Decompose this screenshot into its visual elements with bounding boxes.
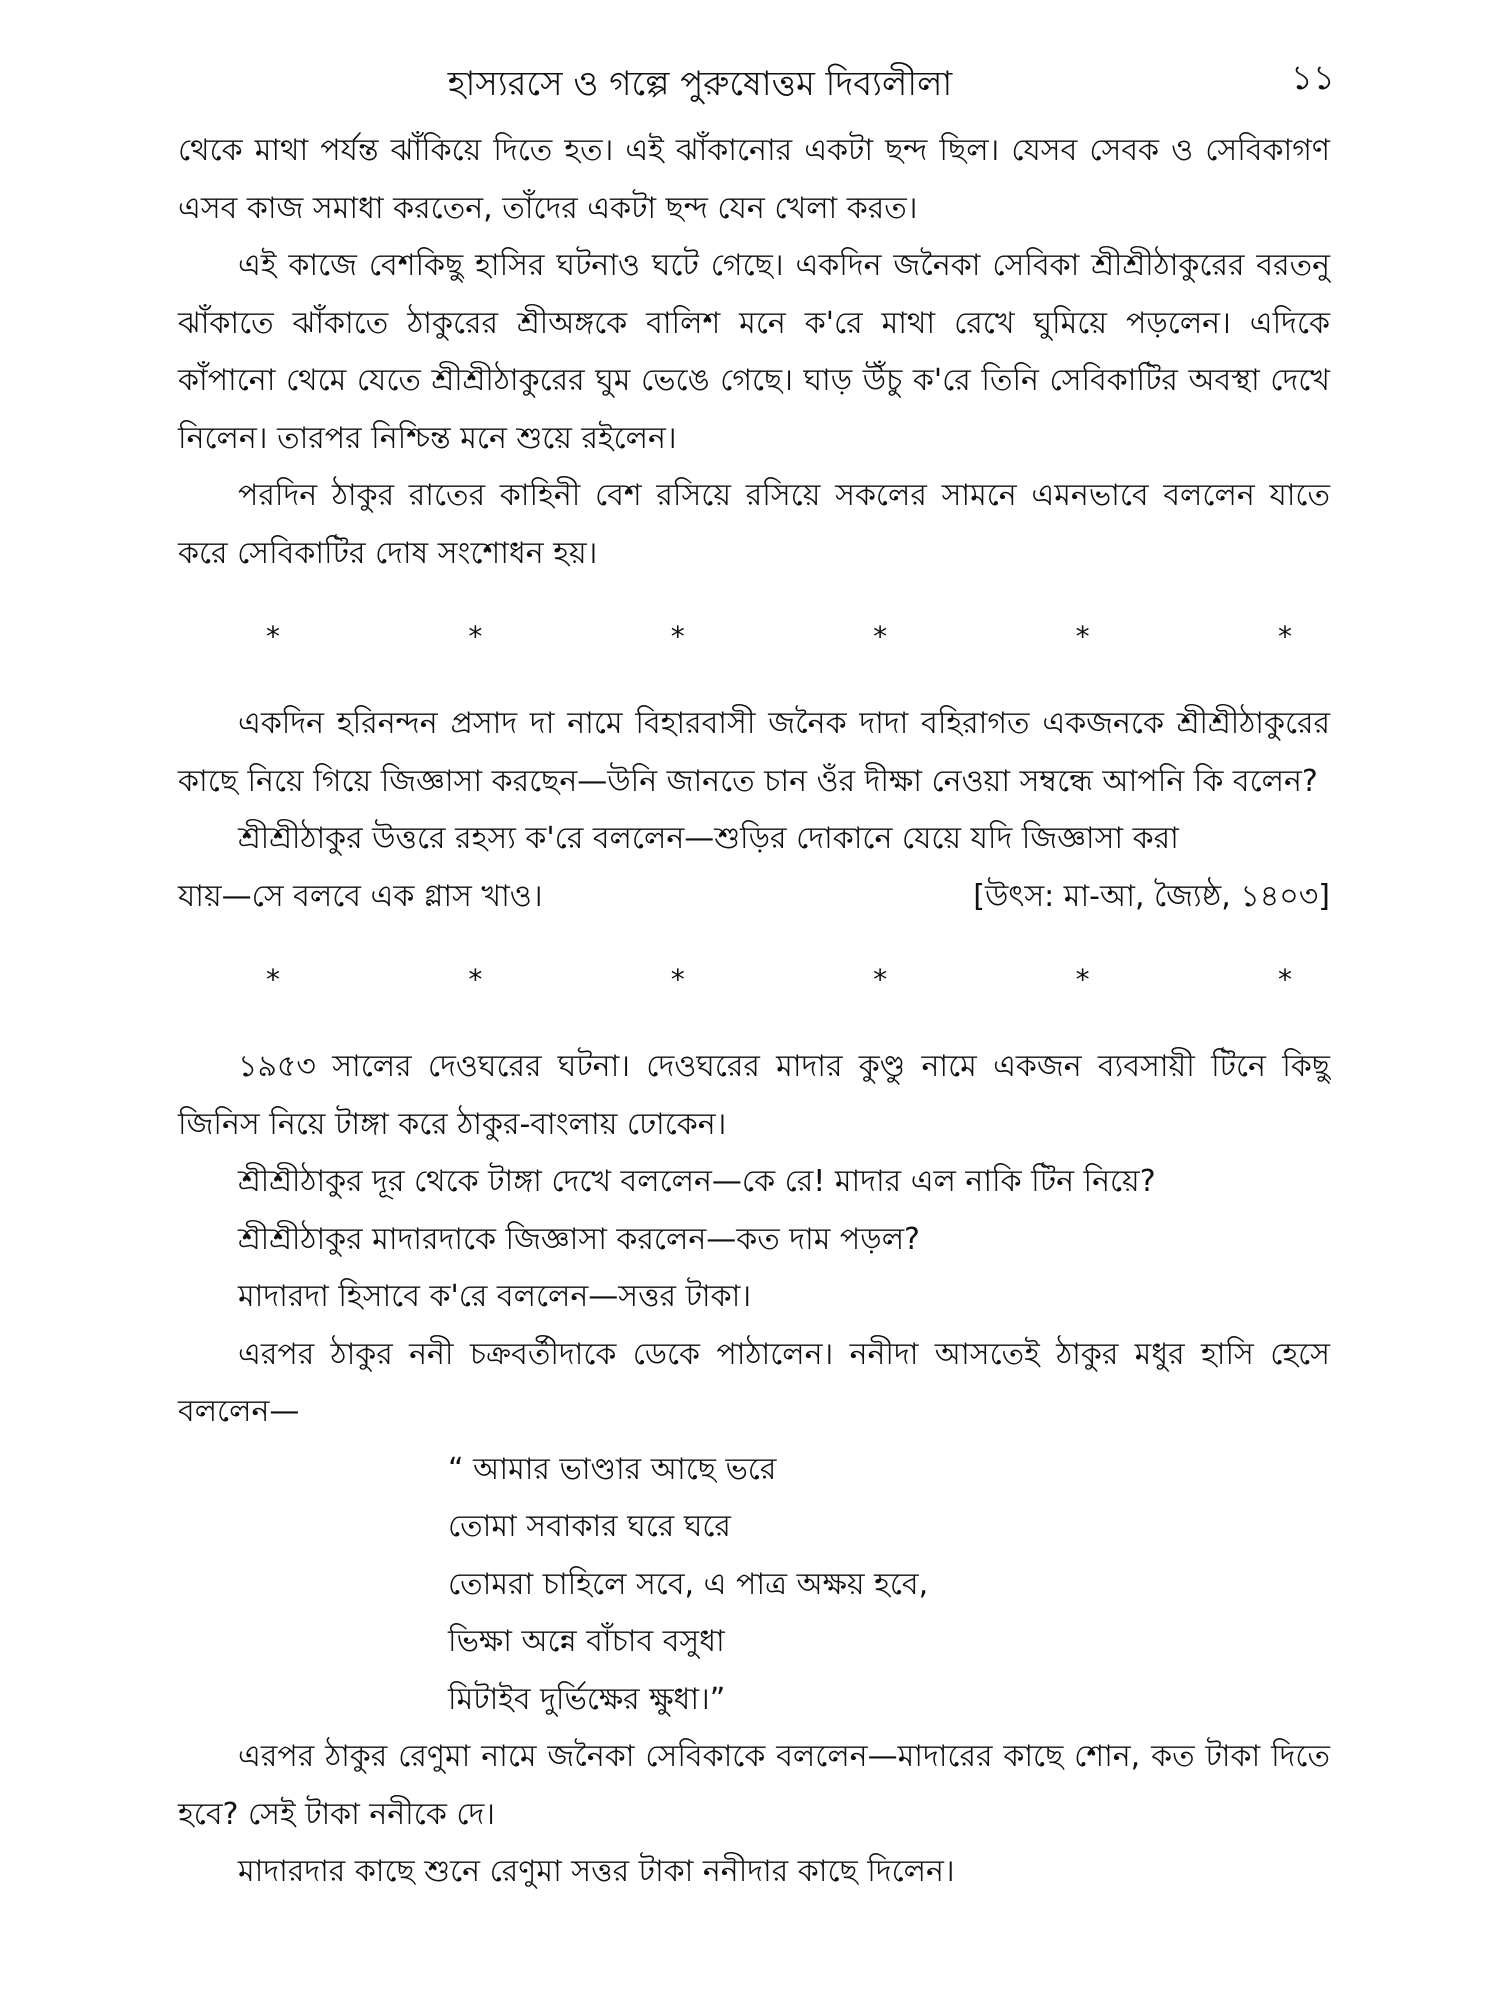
poem-quote bbox=[178, 1441, 1330, 1729]
poem-line: তোমরা চাহিলে সবে, এ পাত্র অক্ষয় হবে, bbox=[448, 1566, 929, 1602]
asterisk: * bbox=[1075, 620, 1090, 653]
asterisk: * bbox=[1277, 620, 1292, 653]
asterisk: * bbox=[468, 620, 483, 653]
paragraph: মাদারদা হিসাবে ক'রে বললেন—সত্তর টাকা। bbox=[238, 1279, 752, 1314]
paragraph: শ্রীশ্রীঠাকুর মাদারদাকে জিজ্ঞাসা করলেন—কত দাম পড়ল? bbox=[238, 1221, 920, 1257]
page-header bbox=[0, 52, 1500, 112]
asterisk: * bbox=[266, 620, 280, 653]
paragraph: এরপর ঠাকুর রেণুমা নামে জনৈকা সেবিকাকে বললেন—মাদারের কাছে শোন, কত টাকা দিতে হবে? সেই টাকা ননীকে দে। bbox=[178, 1739, 1330, 1832]
poem-line: “ আমার ভাণ্ডার আছে ভরে bbox=[448, 1451, 777, 1487]
paragraph-last-line: যায়—সে বলবে এক গ্লাস খাও। bbox=[178, 878, 543, 914]
asterisk: * bbox=[873, 963, 888, 996]
source-citation: [উৎস: মা-আ, জ্যৈষ্ঠ, ১৪০৩] bbox=[973, 878, 1330, 914]
paragraph: এরপর ঠাকুর ননী চক্রবর্তীদাকে ডেকে পাঠালেন। ননীদা আসতেই ঠাকুর মধুর হাসি হেসে বললেন— bbox=[178, 1336, 1330, 1429]
paragraph-end-with-source bbox=[178, 868, 1330, 926]
paragraph: এই কাজে বেশকিছু হাসির ঘটনাও ঘটে গেছে। একদিন জনৈকা সেবিকা শ্রীশ্রীঠাকুরের বরতনু ঝাঁকাতে ঝাঁকাতে ঠাকুরের শ্রীঅঙ্গকে বালিশ মনে ক'রে মাথা রেখে ঘুমিয়ে পড়লেন। এদিকে কাঁপানো থেমে যেতে শ্রীশ্রীঠাকুরের ঘুম ভেঙে গেছে। ঘাড় উঁচু ক'রে তিনি সেবিকাটির অবস্থা দেখে নিলেন। তারপর নিশ্চিন্ত মনে শুয়ে রইলেন। bbox=[178, 248, 1330, 456]
paragraph: শ্রীশ্রীঠাকুর দূর থেকে টাঙ্গা দেখে বললেন—কে রে! মাদার এল নাকি টিন নিয়ে? bbox=[238, 1164, 1156, 1199]
asterisk: * bbox=[468, 963, 483, 996]
paragraph: পরদিন ঠাকুর রাতের কাহিনী বেশ রসিয়ে রসিয়ে সকলের সামনে এমনভাবে বললেন যাতে করে সেবিকাটির দোষ সংশোধন হয়। bbox=[178, 478, 1330, 571]
running-title: হাস্যরসে ও গল্পে পুরুষোত্তম দিব্যলীলা bbox=[447, 64, 953, 104]
paragraph: ১৯৫৩ সালের দেওঘরের ঘটনা। দেওঘরের মাদার কুণ্ডু নামে একজন ব্যবসায়ী টিনে কিছু জিনিস নিয়ে টাঙ্গা করে ঠাকুর-বাংলায় ঢোকেন। bbox=[178, 1049, 1330, 1142]
asterisk: * bbox=[670, 620, 685, 653]
paragraph: থেকে মাথা পর্যন্ত ঝাঁকিয়ে দিতে হত। এই ঝাঁকানোর একটা ছন্দ ছিল। যেসব সেবক ও সেবিকাগণ এসব কাজ সমাধা করতেন, তাঁদের একটা ছন্দ যেন খেলা করত। bbox=[178, 133, 1330, 226]
paragraph: মাদারদার কাছে শুনে রেণুমা সত্তর টাকা ননীদার কাছে দিলেন। bbox=[238, 1854, 955, 1889]
poem-line: ভিক্ষা অন্নে বাঁচাব বসুধা bbox=[448, 1624, 725, 1659]
section-separator bbox=[178, 951, 1330, 1008]
asterisk: * bbox=[266, 963, 280, 996]
asterisk: * bbox=[873, 620, 888, 653]
paragraph: শ্রীশ্রীঠাকুর উত্তরে রহস্য ক'রে বললেন—শুড়ির দোকানে যেয়ে যদি জিজ্ঞাসা করা bbox=[238, 821, 1179, 856]
poem-line: তোমা সবাকার ঘরে ঘরে bbox=[448, 1509, 731, 1544]
poem-line: মিটাইব দুর্ভিক্ষের ক্ষুধা।” bbox=[448, 1681, 726, 1717]
asterisk: * bbox=[1277, 963, 1292, 996]
section-separator bbox=[178, 608, 1330, 665]
page-number: ১১ bbox=[1290, 58, 1335, 98]
page-body bbox=[178, 122, 1330, 1901]
asterisk: * bbox=[1075, 963, 1090, 996]
asterisk: * bbox=[670, 963, 685, 996]
paragraph: একদিন হরিনন্দন প্রসাদ দা নামে বিহারবাসী জনৈক দাদা বহিরাগত একজনকে শ্রীশ্রীঠাকুরের কাছে নিয়ে গিয়ে জিজ্ঞাসা করছেন—উনি জানতে চান ওঁর দীক্ষা নেওয়া সম্বন্ধে আপনি কি বলেন? bbox=[178, 706, 1330, 799]
